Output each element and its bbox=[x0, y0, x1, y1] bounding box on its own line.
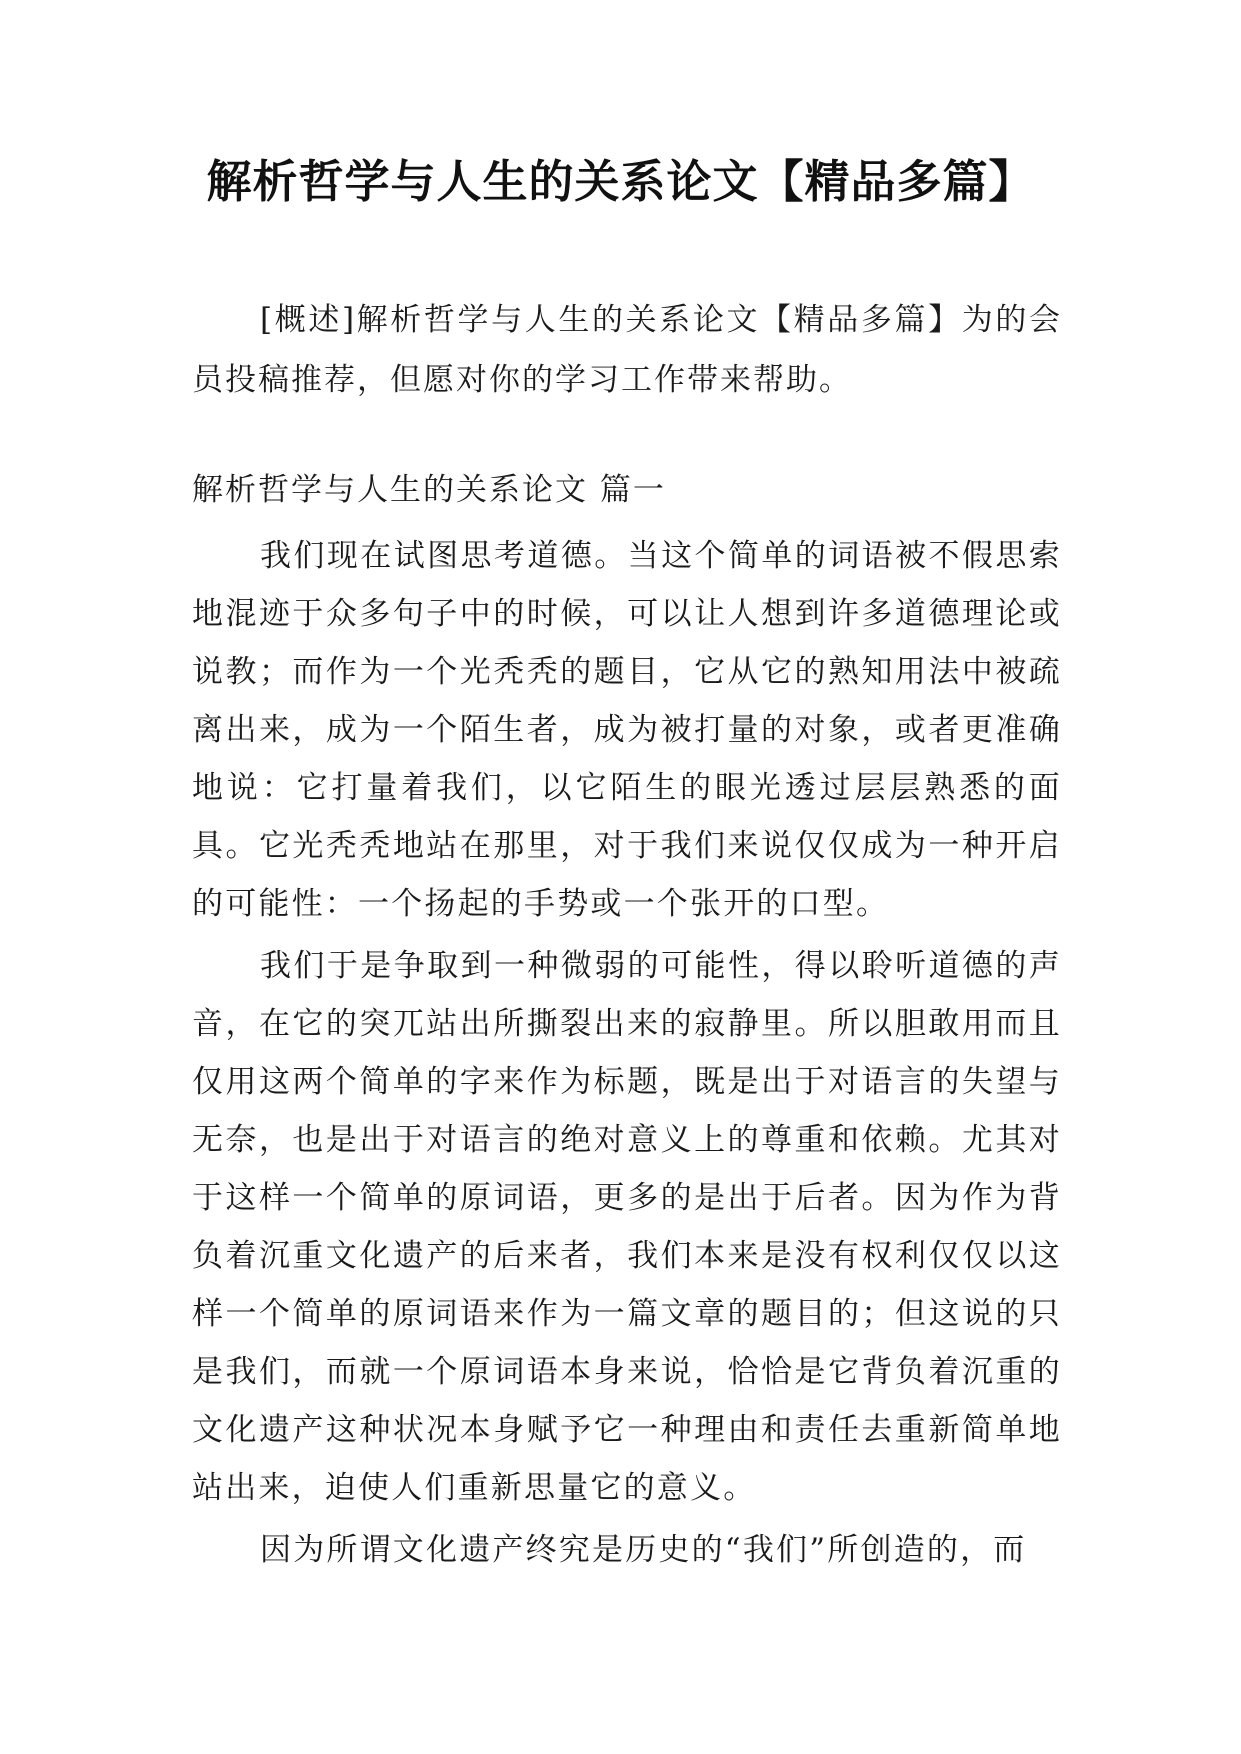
body-paragraph: 我们于是争取到一种微弱的可能性，得以聆听道德的声音，在它的突兀站出所撕裂出来的寂静里。所以胆敢用而且仅用这两个简单的字来作为标题，既是出于对语言的失望与无奈，也是出于对语言的绝对意义上的尊重和依赖。尤其对于这样一个简单的原词语，更多的是出于后者。因为作为背负着沉重文化遗产的后来者，我们本来是没有权利仅仅以这样一个简单的原词语来作为一篇文章的题目的；但这说的只是我们，而就一个原词语本身来说，恰恰是它背负着沉重的文化遗产这种状况本身赋予它一种理由和责任去重新简单地站出来，迫使人们重新思量它的意义。 bbox=[192, 948, 1062, 1506]
document-title: 解析哲学与人生的关系论文【精品多篇】 bbox=[206, 155, 1035, 208]
section-heading: 解析哲学与人生的关系论文 篇一 bbox=[192, 472, 666, 508]
summary-paragraph: [概述]解析哲学与人生的关系论文【精品多篇】为的会员投稿推荐，但愿对你的学习工作带来帮助。 bbox=[192, 302, 1062, 398]
body-paragraph: 因为所谓文化遗产终究是历史的“我们”所创造的，而 bbox=[260, 1532, 1027, 1568]
body-text bbox=[192, 527, 1062, 1583]
body-paragraph: 我们现在试图思考道德。当这个简单的词语被不假思索地混迹于众多句子中的时候，可以让人想到许多道德理论或说教；而作为一个光秃秃的题目，它从它的熟知用法中被疏离出来，成为一个陌生者，成为被打量的对象，或者更准确地说：它打量着我们，以它陌生的眼光透过层层熟悉的面具。它光秃秃地站在那里，对于我们来说仅仅成为一种开启的可能性：一个扬起的手势或一个张开的口型。 bbox=[192, 538, 1062, 922]
